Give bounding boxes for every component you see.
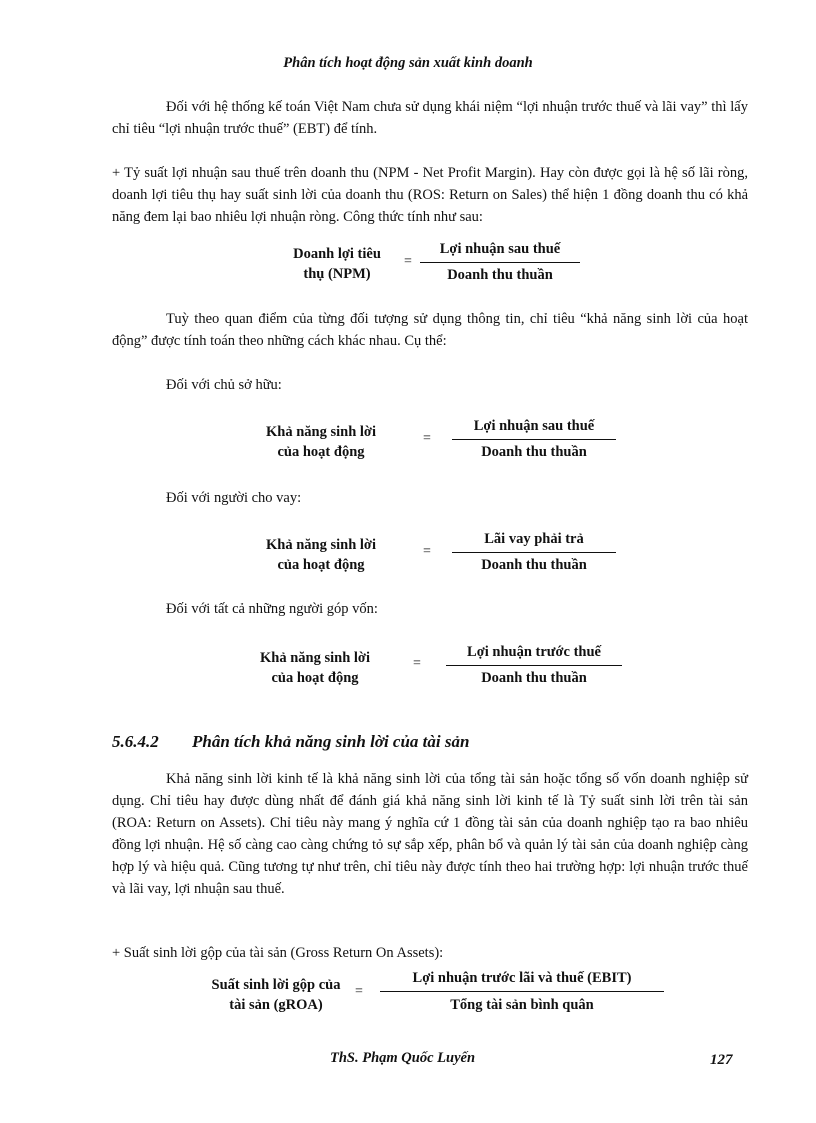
formula-groa-fraction-line — [380, 991, 664, 992]
formula-npm-numerator: Lợi nhuận sau thuế — [439, 241, 561, 257]
paragraph-owner: Đối với chủ sở hữu: — [166, 377, 282, 393]
formula-npm-left — [272, 244, 402, 284]
formula-npm-fraction-line — [420, 262, 580, 263]
formula-groa-left-line2: tài sản (gROA) — [229, 997, 323, 1013]
page-number: 127 — [710, 1052, 733, 1068]
section-number: 5.6.4.2 — [112, 732, 159, 751]
formula-owner-left-line2: của hoạt động — [277, 444, 365, 460]
formula-investors-numerator: Lợi nhuận trước thuế — [467, 644, 601, 660]
formula-lender-left — [246, 535, 396, 575]
formula-npm-equals: = — [404, 254, 412, 269]
paragraph-investors: Đối với tất cả những người góp vốn: — [166, 601, 378, 617]
formula-owner-left — [246, 422, 396, 462]
paragraph-groa-intro: + Suất sinh lời gộp của tài sản (Gross Return On Assets): — [112, 945, 444, 961]
formula-groa-left-line1: Suất sinh lời gộp của — [211, 977, 341, 993]
formula-lender-fraction-line — [452, 552, 616, 553]
formula-lender-numerator: Lãi vay phải trả — [484, 531, 584, 547]
formula-owner-fraction-line — [452, 439, 616, 440]
formula-investors-left — [240, 648, 390, 688]
section-heading — [112, 732, 469, 752]
formula-owner-numerator: Lợi nhuận sau thuế — [473, 418, 595, 434]
formula-owner-denominator: Doanh thu thuần — [481, 444, 587, 460]
formula-owner-equals: = — [423, 431, 431, 446]
formula-lender-equals: = — [423, 544, 431, 559]
paragraph-ebt-note: Đối với hệ thống kế toán Việt Nam chưa sử dụng khái niệm “lợi nhuận trước thuế và lãi vay” thì lấy chỉ tiêu “lợi nhuận trước thuế” (EBT) để tính. — [112, 99, 748, 137]
section-title: Phân tích khả năng sinh lời của tài sản — [192, 732, 470, 751]
formula-owner-left-line1: Khả năng sinh lời — [266, 424, 376, 440]
formula-investors-left-line2: của hoạt động — [271, 670, 359, 686]
paragraph-npm-definition: + Tỷ suất lợi nhuận sau thuế trên doanh thu (NPM - Net Profit Margin). Hay còn được gọi là hệ số lãi ròng, doanh lợi tiêu thụ hay suất sinh lời của doanh thu (ROS: Return on Sales) thể hiện 1 đồng doanh thu có khả năng đem lại bao nhiêu lợi nhuận ròng. Công thức tính như sau: — [112, 165, 748, 225]
formula-investors-denominator: Doanh thu thuần — [481, 670, 587, 686]
paragraph-viewpoints: Tuỳ theo quan điểm của từng đối tượng sử dụng thông tin, chỉ tiêu “khả năng sinh lời của hoạt động” được tính toán theo những cách khác nhau. Cụ thể: — [112, 311, 748, 349]
formula-npm-left-line2: thụ (NPM) — [303, 266, 371, 282]
formula-npm-left-line1: Doanh lợi tiêu — [293, 246, 381, 262]
paragraph-roa: Khả năng sinh lời kinh tế là khả năng sinh lời của tổng tài sản hoặc tổng số vốn doanh nghiệp sử dụng. Chỉ tiêu hay được dùng nhất để đánh giá khả năng sinh lời kinh tế là Tỷ suất sinh lời trên tài sản (ROA: Return on Assets). Chỉ tiêu này mang ý nghĩa cứ 1 đồng tài sản của doanh nghiệp tạo ra bao nhiêu đồng lợi nhuận. Hệ số càng cao càng chứng tỏ sự sắp xếp, phân bổ và quản lý tài sản của doanh nghiệp càng hợp lý và hiệu quả. Cũng tương tự như trên, chỉ tiêu này được tính theo hai trường hợp: lợi nhuận trước thuế và lãi vay, lợi nhuận sau thuế. — [112, 771, 748, 897]
formula-groa-numerator: Lợi nhuận trước lãi và thuế (EBIT) — [412, 970, 632, 986]
formula-investors-left-line1: Khả năng sinh lời — [260, 650, 370, 666]
formula-groa-denominator: Tổng tài sản bình quân — [450, 997, 594, 1013]
formula-lender-denominator: Doanh thu thuần — [481, 557, 587, 573]
formula-npm-denominator: Doanh thu thuần — [447, 267, 553, 283]
formula-lender-left-line2: của hoạt động — [277, 557, 365, 573]
footer-author: ThS. Phạm Quốc Luyến — [330, 1050, 476, 1066]
formula-groa-left — [188, 975, 364, 1015]
formula-groa-equals: = — [355, 984, 363, 999]
page-header: Phân tích hoạt động sản xuất kinh doanh — [283, 55, 533, 71]
formula-investors-fraction-line — [446, 665, 622, 666]
formula-investors-equals: = — [413, 656, 421, 671]
paragraph-lender: Đối với người cho vay: — [166, 490, 302, 506]
formula-lender-left-line1: Khả năng sinh lời — [266, 537, 376, 553]
